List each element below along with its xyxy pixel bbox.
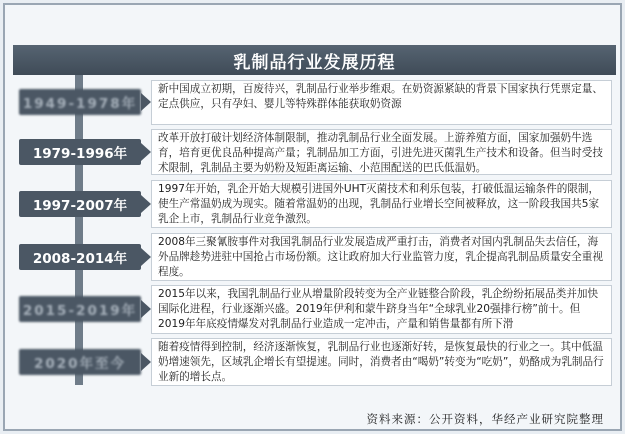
period-description: 2015年以来，我国乳制品行业从增量阶段转变为全产业链整合阶段，乳企纷纷拓展品类并加快国际化进程，行业逐渐兴盛。2019年伊利和蒙牛跻身当年“全球乳业20强排行榜”前十。但2019年年底疫情爆发对乳制品行业造成一定冲击，产量和销售量都有所下滑	[151, 285, 612, 334]
period-description: 新中国成立初期，百废待兴，乳制品行业举步维艰。在奶资源紧缺的背景下国家执行凭票定量、定点供应，只有孕妇、婴儿等特殊群体能获取奶资源	[151, 80, 612, 125]
period-description: 1997年开始，乳企开始大规模引进国外UHT灭菌技术和利乐包装，打破低温运输条件的限制，使生产常温奶成为现实。随着常温奶的出现，乳制品行业增长空间被释放，这一阶段我国共5家乳企上市，乳制品行业竞争激烈。	[151, 180, 612, 228]
page-title: 乳制品行业发展历程	[13, 45, 616, 75]
period-label: 1949-1978年	[19, 89, 141, 115]
arrow-right-icon	[141, 93, 151, 111]
period-label: 2015-2019年	[19, 296, 141, 322]
arrow-right-icon	[141, 248, 151, 266]
arrow-right-icon	[141, 143, 151, 161]
arrow-right-icon	[141, 353, 151, 371]
period-description: 2008年三聚氰胺事件对我国乳制品行业发展造成严重打击，消费者对国内乳制品失去信任，海外品牌趁势进驻中国抢占市场份额。这让政府加大行业监管力度，乳企提高乳制品质量安全重视程度。	[151, 233, 612, 281]
source-note: 资料来源：公开资料，华经产业研究院整理	[366, 412, 604, 426]
period-description: 随着疫情得到控制，经济逐渐恢复，乳制品行业也逐渐好转，是恢复最快的行业之一。其中低温奶增速领先，区域乳企增长有望提速。同时，消费者由“喝奶”转变为“吃奶”，奶酪成为乳制品行业新的增长点。	[151, 338, 612, 386]
arrow-right-icon	[141, 300, 151, 318]
timeline-row	[13, 129, 616, 175]
timeline-row	[13, 285, 616, 334]
period-label: 2008-2014年	[19, 244, 141, 270]
period-description: 改革开放打破计划经济体制限制，推动乳制品行业全面发展。上游养殖方面，国家加强奶牛选育，培育更优良品种提高产量；乳制品加工方面，引进先进灭菌乳生产技术和设备。但当时受技术限制，乳制品主要为奶粉及短距离运输、小范围配送的巴氏低温奶。	[151, 129, 612, 175]
period-label: 1997-2007年	[19, 191, 141, 217]
timeline-row	[13, 80, 616, 125]
arrow-right-icon	[141, 195, 151, 213]
timeline-row	[13, 338, 616, 386]
timeline-panel	[3, 3, 622, 431]
period-label: 2020年至今	[19, 349, 141, 375]
timeline-row	[13, 180, 616, 228]
timeline-row	[13, 233, 616, 281]
period-label: 1979-1996年	[19, 139, 141, 165]
